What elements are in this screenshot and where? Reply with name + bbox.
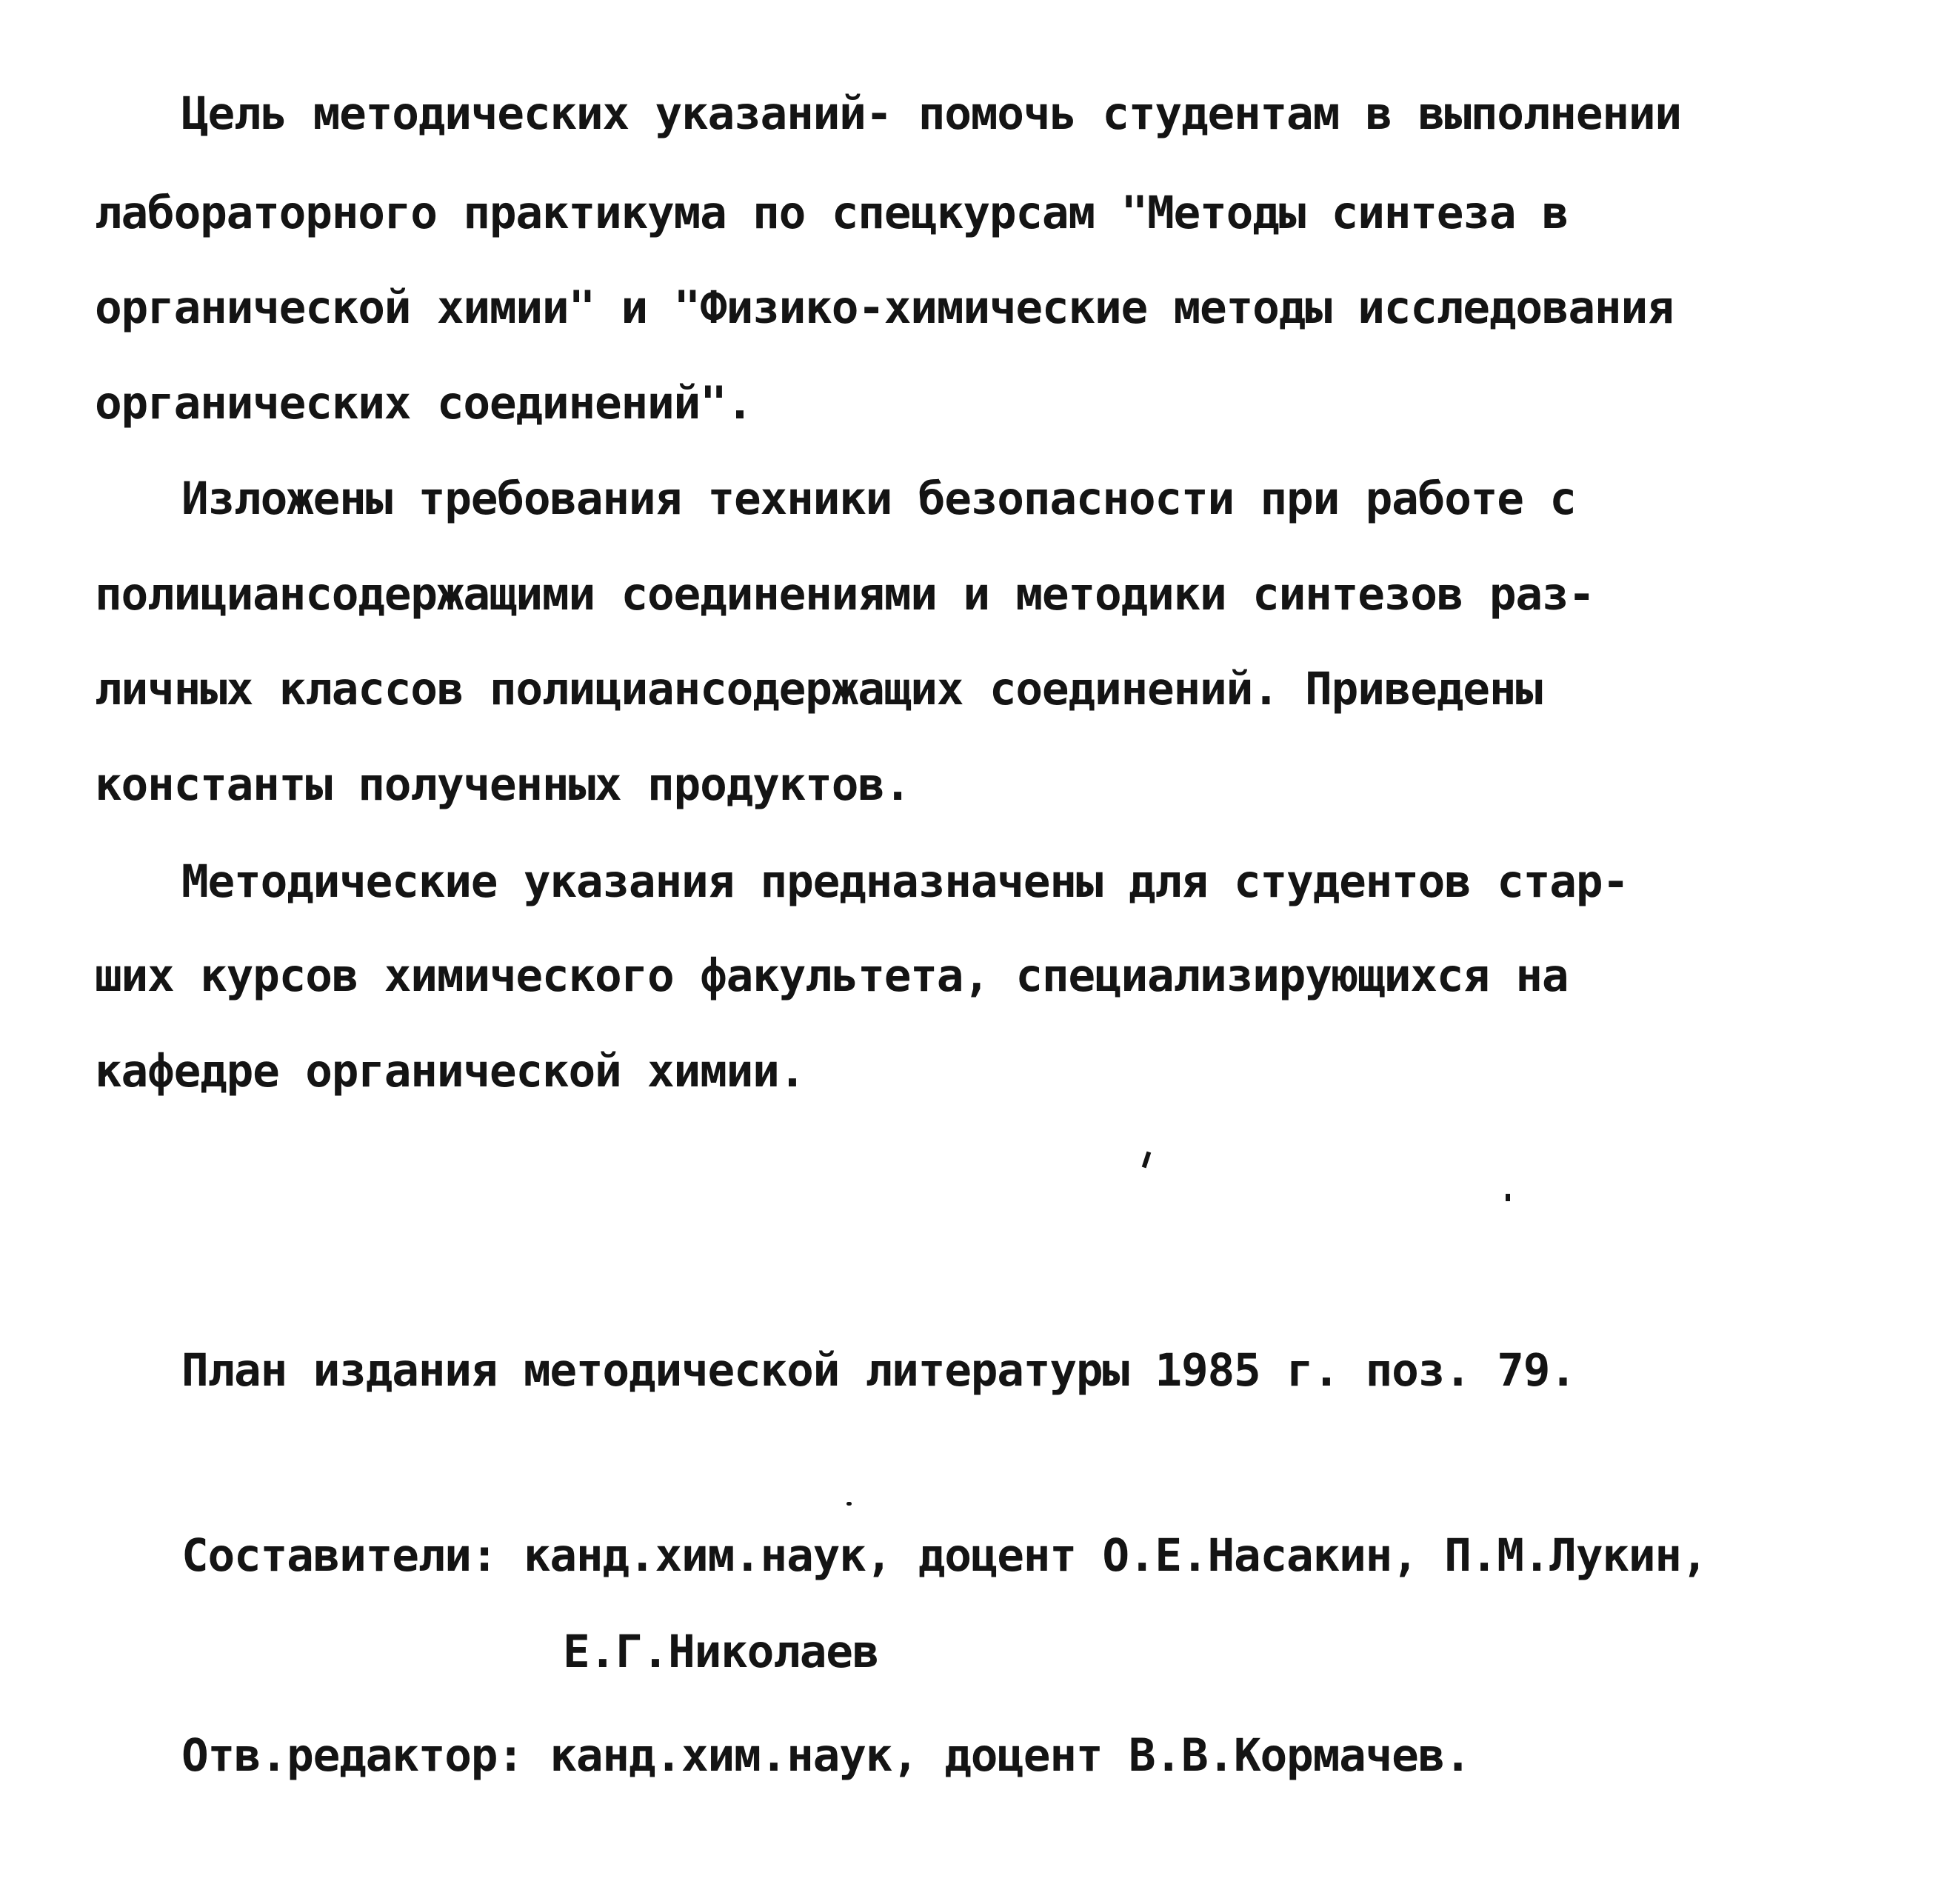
compilers-line: Е.Г.Николаев — [563, 1626, 879, 1678]
annotation-line: личных классов полициансодержащих соединений. Приведены — [95, 663, 1542, 715]
annotation-line: кафедре органической химии. — [95, 1045, 806, 1098]
annotation-line: ших курсов химического факультета, специализирующихся на — [95, 949, 1569, 1002]
annotation-line: лабораторного практикума по спецкурсам "Методы синтеза в — [95, 187, 1569, 239]
stray-mark — [846, 1502, 852, 1506]
annotation-line: константы полученных продуктов. — [95, 758, 911, 811]
annotation-line: органических соединений". — [95, 377, 753, 430]
annotation-line: Методические указания предназначены для студентов стар- — [181, 855, 1629, 908]
stray-mark — [1142, 1152, 1152, 1169]
annotation-line: Изложены требования техники безопасности при работе с — [181, 472, 1576, 525]
annotation-line: полициансодержащими соединениями и методики синтезов раз- — [95, 568, 1594, 621]
editor-line: Отв.редактор: канд.хим.наук, доцент В.В.Кормачев. — [181, 1729, 1471, 1782]
stray-mark — [1506, 1194, 1510, 1201]
annotation-line: Цель методических указаний- помочь студентам в выполнении — [181, 87, 1681, 140]
annotation-line: органической химии" и "Физико-химические методы исследования — [95, 281, 1674, 334]
publication-plan: План издания методической литературы 1985 г. поз. 79. — [181, 1344, 1576, 1397]
compilers-line: Составители: канд.хим.наук, доцент О.Е.Насакин, П.М.Лукин, — [181, 1529, 1708, 1582]
